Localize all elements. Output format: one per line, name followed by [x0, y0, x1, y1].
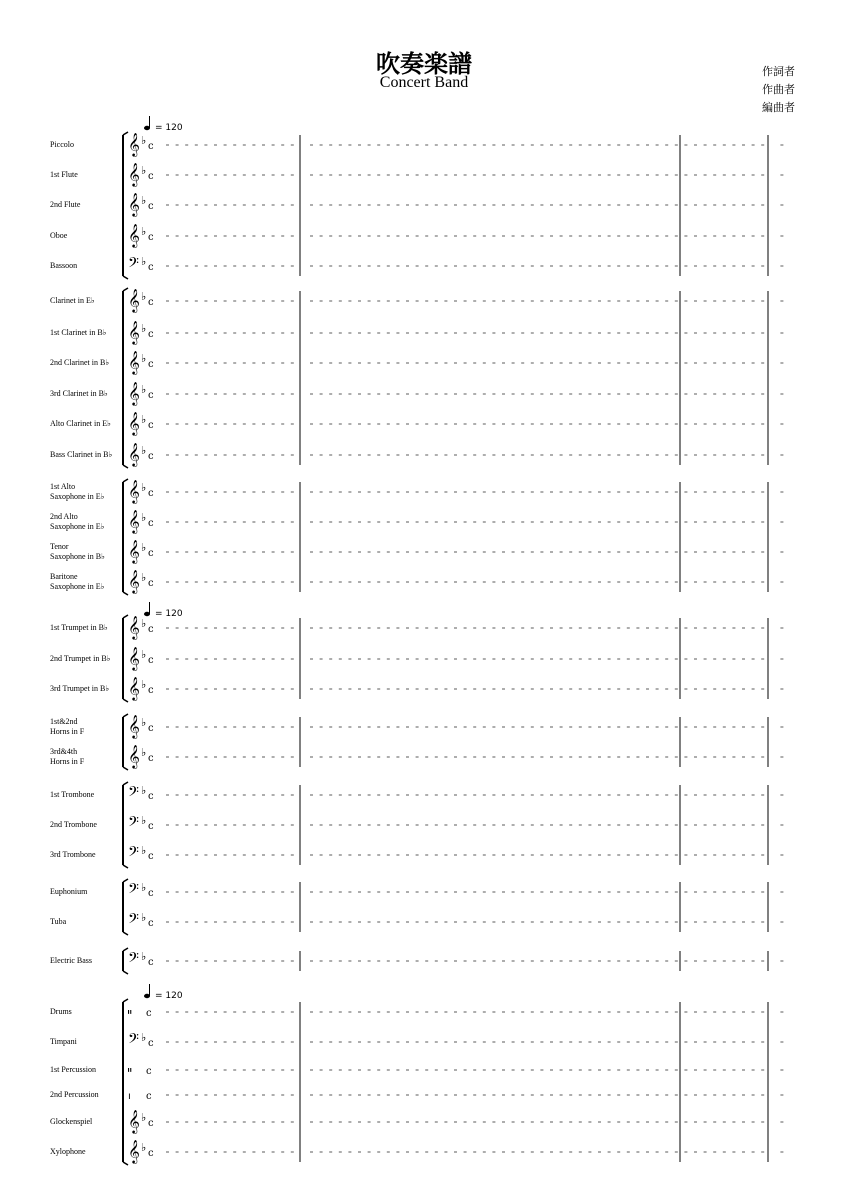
key-flat-glyph: ♭: [141, 322, 147, 335]
clef-glyph: 𝄞: [128, 381, 140, 405]
instrument-name: 2nd Alto Saxophone in E♭: [50, 512, 105, 531]
time-signature: c: [146, 1091, 152, 1102]
instrument-name: Tuba: [50, 917, 67, 926]
clef-glyph: 𝄞: [128, 350, 140, 374]
instrument-name: Xylophone: [50, 1147, 86, 1156]
composer-credit: 作曲者: [762, 83, 795, 96]
time-signature: c: [148, 753, 154, 764]
clef-glyph: 𝄞: [128, 714, 140, 738]
instrument-name: 3rd Trumpet in B♭: [50, 684, 110, 693]
clef-glyph: 𝄞: [128, 1139, 140, 1163]
key-flat-glyph: ♭: [141, 678, 147, 691]
clef-glyph: 𝄞: [128, 320, 140, 344]
key-flat-glyph: ♭: [141, 648, 147, 661]
clef-glyph: 𝄢: [128, 255, 139, 275]
instrument-name: 3rd&4th Horns in F: [50, 747, 85, 766]
key-flat-glyph: ♭: [141, 881, 147, 894]
time-signature: c: [148, 359, 154, 370]
key-flat-glyph: ♭: [141, 950, 147, 963]
key-flat-glyph: ♭: [141, 413, 147, 426]
time-signature: c: [148, 329, 154, 340]
time-signature: c: [148, 624, 154, 635]
bracket-top: [123, 999, 128, 1002]
clef-glyph: 𝄞: [128, 411, 140, 435]
time-signature: c: [148, 451, 154, 462]
key-flat-glyph: ♭: [141, 541, 147, 554]
time-signature: c: [148, 791, 154, 802]
instrument-name: Glockenspiel: [50, 1117, 93, 1126]
instrument-name: Baritone Saxophone in E♭: [50, 572, 105, 591]
instrument-name: 1st Clarinet in B♭: [50, 328, 107, 337]
key-flat-glyph: ♭: [141, 1141, 147, 1154]
instrument-name: Oboe: [50, 231, 68, 240]
instrument-name: Bass Clarinet in B♭: [50, 450, 113, 459]
key-flat-glyph: ♭: [141, 383, 147, 396]
clef-glyph: 𝄞: [128, 646, 140, 670]
instrument-name: 2nd Clarinet in B♭: [50, 358, 110, 367]
time-signature: c: [148, 232, 154, 243]
instrument-name: Drums: [50, 1007, 72, 1016]
instrument-name: Tenor Saxophone in B♭: [50, 542, 105, 561]
key-flat-glyph: ♭: [141, 225, 147, 238]
time-signature: c: [148, 685, 154, 696]
time-signature: c: [148, 1038, 154, 1049]
clef-glyph: 𝄞: [128, 442, 140, 466]
clef-glyph: 𝄞: [128, 676, 140, 700]
tempo-text: = 120: [155, 991, 183, 1001]
key-flat-glyph: ♭: [141, 444, 147, 457]
instrument-name: 1st Trombone: [50, 790, 95, 799]
time-signature: c: [148, 888, 154, 899]
time-signature: c: [148, 548, 154, 559]
instrument-name: 1st Percussion: [50, 1065, 96, 1074]
instrument-name: 1st Flute: [50, 170, 78, 179]
time-signature: c: [148, 262, 154, 273]
clef-glyph: 𝄥: [128, 1006, 132, 1019]
bracket-bottom: [123, 276, 128, 279]
clef-glyph: 𝄞: [128, 223, 140, 247]
time-signature: c: [148, 297, 154, 308]
bracket-bottom: [123, 932, 128, 935]
clef-glyph: 𝄞: [128, 288, 140, 312]
time-signature: c: [148, 821, 154, 832]
clef-glyph: 𝄢: [128, 950, 139, 970]
clef-glyph: 𝄢: [128, 911, 139, 931]
clef-glyph: 𝄥: [128, 1064, 132, 1077]
clef-glyph: 𝄢: [128, 784, 139, 804]
tempo-text: = 120: [155, 123, 183, 133]
key-flat-glyph: ♭: [141, 134, 147, 147]
score-subtitle: Concert Band: [379, 74, 469, 91]
time-signature: c: [148, 1148, 154, 1159]
key-flat-glyph: ♭: [141, 1031, 147, 1044]
instrument-name: Bassoon: [50, 261, 78, 270]
key-flat-glyph: ♭: [141, 746, 147, 759]
instrument-name: 2nd Trombone: [50, 820, 97, 829]
key-flat-glyph: ♭: [141, 481, 147, 494]
lyricist-credit: 作詞者: [762, 65, 795, 78]
time-signature: c: [148, 918, 154, 929]
clef-glyph: 𝄞: [128, 509, 140, 533]
time-signature: c: [148, 655, 154, 666]
time-signature: c: [148, 851, 154, 862]
instrument-name: 1st&2nd Horns in F: [50, 717, 85, 736]
key-flat-glyph: ♭: [141, 352, 147, 365]
clef-glyph: 𝄞: [128, 479, 140, 503]
instrument-name: Clarinet in E♭: [50, 296, 95, 305]
clef-glyph: 𝄞: [128, 132, 140, 156]
instrument-name: 2nd Percussion: [50, 1090, 99, 1099]
clef-glyph: 𝄢: [128, 1031, 139, 1051]
time-signature: c: [148, 957, 154, 968]
clef-glyph: 𝄞: [128, 539, 140, 563]
clef-glyph: 𝄞: [128, 192, 140, 216]
time-signature: c: [148, 141, 154, 152]
clef-glyph: 𝄢: [128, 881, 139, 901]
bracket-bottom: [123, 971, 128, 974]
key-flat-glyph: ♭: [141, 784, 147, 797]
instrument-name: Electric Bass: [50, 956, 92, 965]
clef-glyph: ı: [128, 1091, 131, 1102]
key-flat-glyph: ♭: [141, 814, 147, 827]
clef-glyph: 𝄞: [128, 615, 140, 639]
time-signature: c: [148, 518, 154, 529]
instrument-name: 2nd Trumpet in B♭: [50, 654, 111, 663]
instrument-name: 3rd Trombone: [50, 850, 96, 859]
key-flat-glyph: ♭: [141, 1111, 147, 1124]
tempo-text: = 120: [155, 609, 183, 619]
instrument-name: 1st Trumpet in B♭: [50, 623, 108, 632]
time-signature: c: [148, 420, 154, 431]
time-signature: c: [148, 723, 154, 734]
instrument-name: 2nd Flute: [50, 200, 81, 209]
clef-glyph: 𝄞: [128, 1109, 140, 1133]
clef-glyph: 𝄢: [128, 814, 139, 834]
key-flat-glyph: ♭: [141, 716, 147, 729]
clef-glyph: 𝄞: [128, 162, 140, 186]
time-signature: c: [146, 1008, 152, 1019]
instrument-name: Piccolo: [50, 140, 74, 149]
instrument-name: Alto Clarinet in E♭: [50, 419, 111, 428]
time-signature: c: [148, 201, 154, 212]
time-signature: c: [148, 1118, 154, 1129]
key-flat-glyph: ♭: [141, 844, 147, 857]
instrument-name: Euphonium: [50, 887, 88, 896]
bracket-bottom: [123, 865, 128, 868]
score-title: 吹奏楽譜: [376, 49, 472, 78]
time-signature: c: [148, 390, 154, 401]
clef-glyph: 𝄢: [128, 844, 139, 864]
key-flat-glyph: ♭: [141, 290, 147, 303]
arranger-credit: 編曲者: [762, 101, 795, 114]
key-flat-glyph: ♭: [141, 571, 147, 584]
key-flat-glyph: ♭: [141, 511, 147, 524]
instrument-name: 3rd Clarinet in B♭: [50, 389, 108, 398]
key-flat-glyph: ♭: [141, 255, 147, 268]
key-flat-glyph: ♭: [141, 164, 147, 177]
time-signature: c: [148, 578, 154, 589]
clef-glyph: 𝄞: [128, 569, 140, 593]
instrument-name: Timpani: [50, 1037, 77, 1046]
time-signature: c: [148, 171, 154, 182]
time-signature: c: [148, 488, 154, 499]
instrument-name: 1st Alto Saxophone in E♭: [50, 482, 105, 501]
time-signature: c: [146, 1066, 152, 1077]
key-flat-glyph: ♭: [141, 911, 147, 924]
clef-glyph: 𝄞: [128, 744, 140, 768]
key-flat-glyph: ♭: [141, 194, 147, 207]
key-flat-glyph: ♭: [141, 617, 147, 630]
